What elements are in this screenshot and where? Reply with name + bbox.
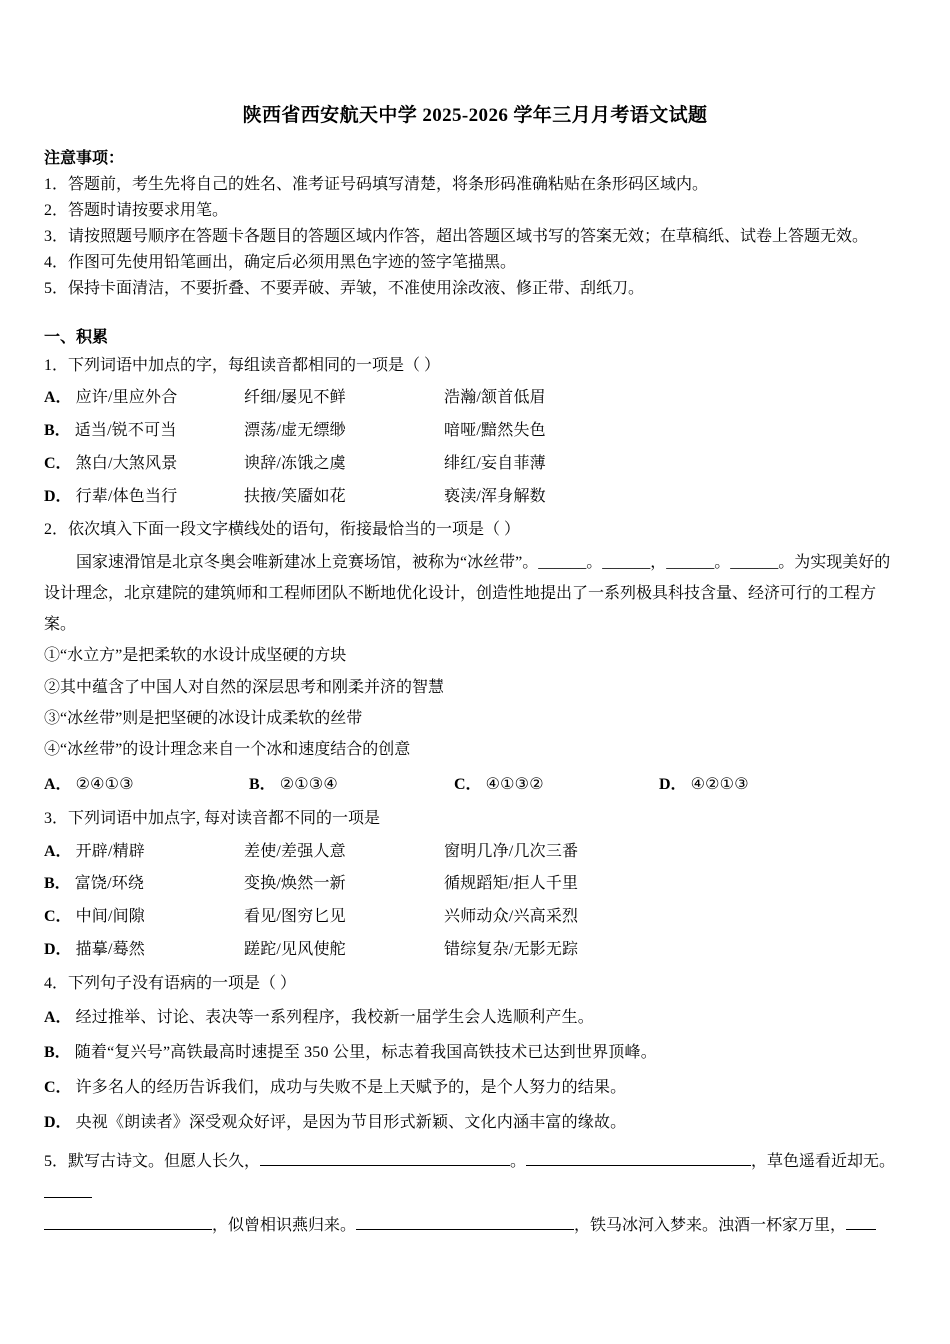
question-stem xyxy=(44,1146,906,1210)
answer-blank[interactable] xyxy=(44,1229,212,1230)
option-c-part2[interactable]: 谀辞/冻饿之虞 xyxy=(244,454,346,472)
option-b[interactable]: B． 随着“复兴号”高铁最高时速提至 350 公里，标志着我国高铁技术已达到世界顶峰。 xyxy=(44,1044,657,1062)
option-c-part3[interactable]: 绯红/妄自菲薄 xyxy=(444,454,546,472)
question-text: 下列词语中加点的字，每组读音都相同的一项是（ ） xyxy=(68,356,441,374)
question-stem xyxy=(44,353,906,379)
option-d[interactable]: D． ④②①③ xyxy=(659,776,749,794)
answer-blank[interactable] xyxy=(846,1229,876,1230)
option-row xyxy=(44,485,906,510)
question-text: 依次填入下面一段文字横线处的语句，衔接最恰当的一项是（ ） xyxy=(68,521,521,539)
option-d-part3[interactable]: 错综复杂/无影无踪 xyxy=(444,941,579,958)
question-passage: 国家速滑馆是北京冬奥会唯新建冰上竞赛场馆，被称为“冰丝带”。______。______，______。______。为实现美好的设计理念，北京建院的建筑师和工程师团队不断地优化设计，创造性地提出了一系列极具科技含量、经济可行的工程方案。 xyxy=(44,553,891,634)
option-a[interactable]: A． ②④①③ xyxy=(44,776,134,794)
answer-blank[interactable] xyxy=(44,1197,92,1198)
question-stem xyxy=(44,971,906,997)
option-row xyxy=(44,872,906,897)
option-a[interactable]: A． 经过推举、讨论、表决等一系列程序，我校新一届学生会人选顺利产生。 xyxy=(44,1009,594,1027)
question-text: 下列词语中加点字, 每对读音都不同的一项是 xyxy=(68,810,381,828)
notice-block xyxy=(44,145,906,302)
option-d-part3[interactable]: 亵渎/浑身解数 xyxy=(444,487,546,505)
option-row xyxy=(44,386,906,411)
question-number: 3． xyxy=(44,810,69,828)
option-row xyxy=(44,840,906,865)
section-heading: 一、积累 xyxy=(44,328,109,346)
question-text-part1: 默写古诗文。但愿人长久， xyxy=(68,1152,261,1170)
option-list xyxy=(44,1006,906,1135)
option-b-part2[interactable]: 漂荡/虚无缥缈 xyxy=(244,421,346,439)
option-c-part2[interactable]: 看见/图穷匕见 xyxy=(244,908,346,926)
option-b-part3[interactable]: 喑哑/黯然失色 xyxy=(444,421,546,439)
notice-item: 1．答题前，考生先将自己的姓名、准考证号码填写清楚，将条形码准确粘贴在条形码区域内。 xyxy=(44,176,709,193)
option-c[interactable]: C． ④①③② xyxy=(454,776,544,794)
option-c-part3[interactable]: 兴师动众/兴高采烈 xyxy=(444,908,579,926)
option-d[interactable]: D． 行辈/体色当行 xyxy=(44,487,178,505)
option-b-part2[interactable]: 变换/焕然一新 xyxy=(244,875,346,893)
option-b[interactable]: B． ②①③④ xyxy=(249,776,338,794)
passage-item: ①“水立方”是把柔软的水设计成坚硬的方块 xyxy=(44,647,347,665)
question-text-part2: 。 xyxy=(510,1152,527,1170)
question-number: 5． xyxy=(44,1152,69,1170)
option-row xyxy=(44,452,906,477)
question-number: 1． xyxy=(44,356,69,374)
option-b[interactable]: B． 适当/锐不可当 xyxy=(44,421,177,439)
question-stem xyxy=(44,806,906,832)
question-text-part5: ，铁马冰河入梦来。浊酒一杯家万里， xyxy=(574,1216,847,1234)
passage-item: ③“冰丝带”则是把坚硬的冰设计成柔软的丝带 xyxy=(44,709,363,727)
option-d[interactable]: D． 央视《朗读者》深受观众好评，是因为节目形式新颖、文化内涵丰富的缘故。 xyxy=(44,1113,627,1131)
option-row xyxy=(44,938,906,963)
notice-item: 2．答题时请按要求用笔。 xyxy=(44,201,229,219)
passage-item: ④“冰丝带”的设计理念来自一个冰和速度结合的创意 xyxy=(44,741,411,759)
answer-blank[interactable] xyxy=(260,1165,510,1166)
option-row xyxy=(44,773,906,798)
passage-item: ②其中蕴含了中国人对自然的深层思考和刚柔并济的智慧 xyxy=(44,678,445,696)
notice-item: 4．作图可先使用铅笔画出，确定后必须用黑色字迹的签字笔描黑。 xyxy=(44,253,517,271)
option-b[interactable]: B． 富饶/环绕 xyxy=(44,875,145,893)
option-a[interactable]: A． 开辟/精辟 xyxy=(44,842,146,860)
question-number: 4． xyxy=(44,974,69,992)
answer-blank[interactable] xyxy=(526,1165,751,1166)
option-a[interactable]: A． 应许/里应外合 xyxy=(44,389,178,407)
notice-item: 3．请按照题号顺序在答题卡各题目的答题区域内作答，超出答题区域书写的答案无效；在草稿纸、试卷上答题无效。 xyxy=(44,227,869,245)
option-d-part2[interactable]: 蹉跎/见风使舵 xyxy=(244,941,346,958)
notice-heading: 注意事项： xyxy=(44,150,125,167)
question-continuation xyxy=(44,1210,906,1242)
option-a-part2[interactable]: 纤细/屡见不鲜 xyxy=(244,389,346,407)
answer-blank[interactable] xyxy=(356,1229,574,1230)
question-text-part4: ，似曾相识燕归来。 xyxy=(212,1216,357,1234)
option-row xyxy=(44,419,906,444)
option-a-part3[interactable]: 浩瀚/颔首低眉 xyxy=(444,389,546,407)
notice-item: 5．保持卡面清洁，不要折叠、不要弄破、弄皱，不准使用涂改液、修正带、刮纸刀。 xyxy=(44,279,645,297)
option-c[interactable]: C． 许多名人的经历告诉我们，成功与失败不是上天赋予的，是个人努力的结果。 xyxy=(44,1078,627,1096)
option-a-part2[interactable]: 差使/差强人意 xyxy=(244,842,346,860)
option-d[interactable]: D． 描摹/蓦然 xyxy=(44,941,146,958)
option-c[interactable]: C． 中间/间隙 xyxy=(44,908,146,926)
page-title: 陕西省西安航天中学 2025-2026 学年三月月考语文试题 xyxy=(242,105,708,126)
question-text: 下列句子没有语病的一项是（ ） xyxy=(68,974,297,992)
option-a-part3[interactable]: 窗明几净/几次三番 xyxy=(444,842,579,860)
option-d-part2[interactable]: 扶掖/笑靥如花 xyxy=(244,487,346,505)
question-number: 2． xyxy=(44,521,69,539)
question-text-part3: ，草色遥看近却无。 xyxy=(751,1152,896,1170)
option-c[interactable]: C． 煞白/大煞风景 xyxy=(44,454,178,472)
option-row xyxy=(44,905,906,930)
option-b-part3[interactable]: 循规蹈矩/拒人千里 xyxy=(444,875,579,893)
question-stem xyxy=(44,517,906,543)
